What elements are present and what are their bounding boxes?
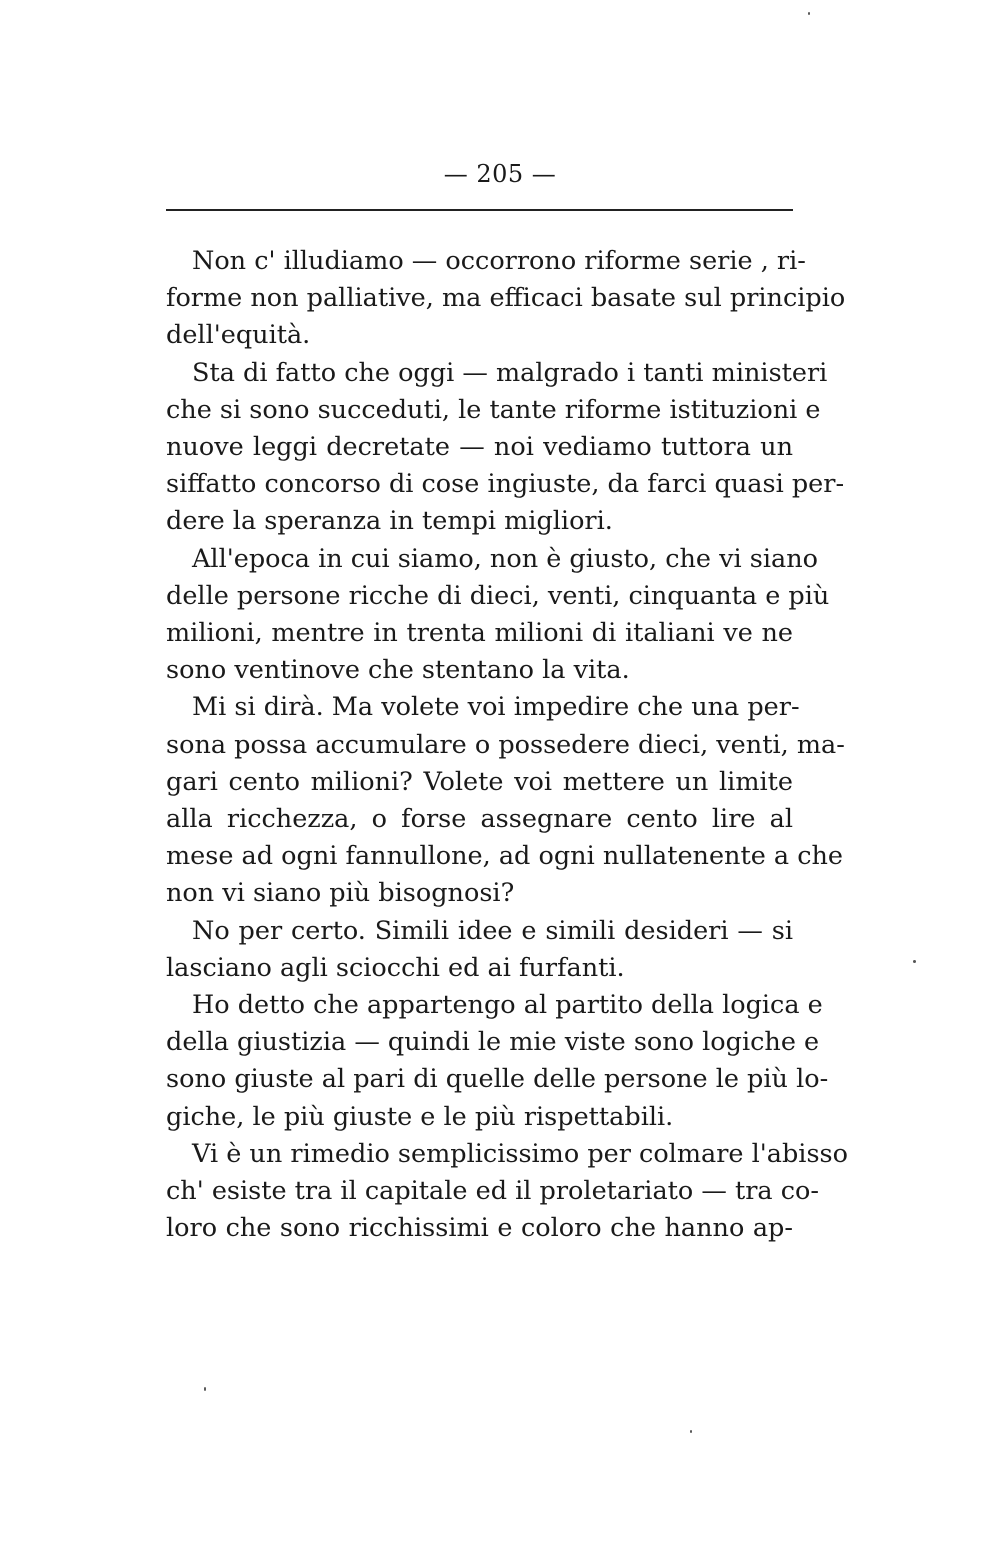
text-line: Vi è un rimedio semplicissimo per colmare l'abisso: [192, 1138, 848, 1169]
text-line: dell'equità.: [166, 320, 311, 351]
text-line: loro che sono ricchissimi e coloro che hanno ap-: [166, 1213, 793, 1244]
text-line: Non c' illudiamo — occorrono riforme serie , ri-: [192, 246, 806, 276]
text-line: nuove leggi decretate — noi vediamo tuttora un: [166, 432, 793, 463]
text-line: Mi si dirà. Ma volete voi impedire che una per-: [192, 692, 800, 723]
text-line: gari cento milioni? Volete voi mettere un limite: [166, 766, 793, 797]
body-text: [166, 243, 848, 1247]
text-line: Ho detto che appartengo al partito della logica e: [192, 990, 823, 1021]
text-line: Sta di fatto che oggi — malgrado i tanti ministeri: [192, 357, 828, 388]
text-line: non vi siano più bisognosi?: [166, 878, 515, 909]
text-line: che si sono succeduti, le tante riforme istituzioni e: [166, 394, 821, 425]
text-line: alla ricchezza, o forse assegnare cento lire al: [166, 804, 793, 835]
text-line: mese ad ogni fannullone, ad ogni nullatenente a che: [166, 841, 844, 872]
text-line: siffatto concorso di cose ingiuste, da farci quasi per-: [166, 469, 845, 500]
paper-speck: [808, 12, 810, 15]
text-line: lasciano agli sciocchi ed ai furfanti.: [166, 952, 625, 983]
text-line: sono ventinove che stentano la vita.: [166, 655, 630, 686]
text-line: dere la speranza in tempi migliori.: [166, 506, 613, 537]
paper-speck: [690, 1430, 692, 1433]
text-line: No per certo. Simili idee e simili desideri — si: [192, 915, 793, 946]
paper-speck: [204, 1387, 206, 1391]
header-rule: [166, 209, 793, 211]
text-line: delle persone ricche di dieci, venti, cinquanta e più: [166, 580, 830, 611]
text-line: sono giuste al pari di quelle delle persone le più lo-: [166, 1064, 829, 1095]
page-number: — 205 —: [443, 160, 557, 188]
text-line: ch' esiste tra il capitale ed il proletariato — tra co-: [166, 1176, 819, 1207]
text-line: All'epoca in cui siamo, non è giusto, che vi siano: [192, 543, 819, 574]
text-line: della giustizia — quindi le mie viste sono logiche e: [166, 1027, 820, 1058]
text-line: milioni, mentre in trenta milioni di italiani ve ne: [166, 618, 793, 649]
text-line: sona possa accumulare o possedere dieci, venti, ma-: [166, 729, 845, 760]
text-line: giche, le più giuste e le più rispettabili.: [166, 1101, 674, 1132]
paper-speck: [913, 960, 916, 963]
text-line: forme non palliative, ma efficaci basate sul principio: [166, 283, 846, 314]
